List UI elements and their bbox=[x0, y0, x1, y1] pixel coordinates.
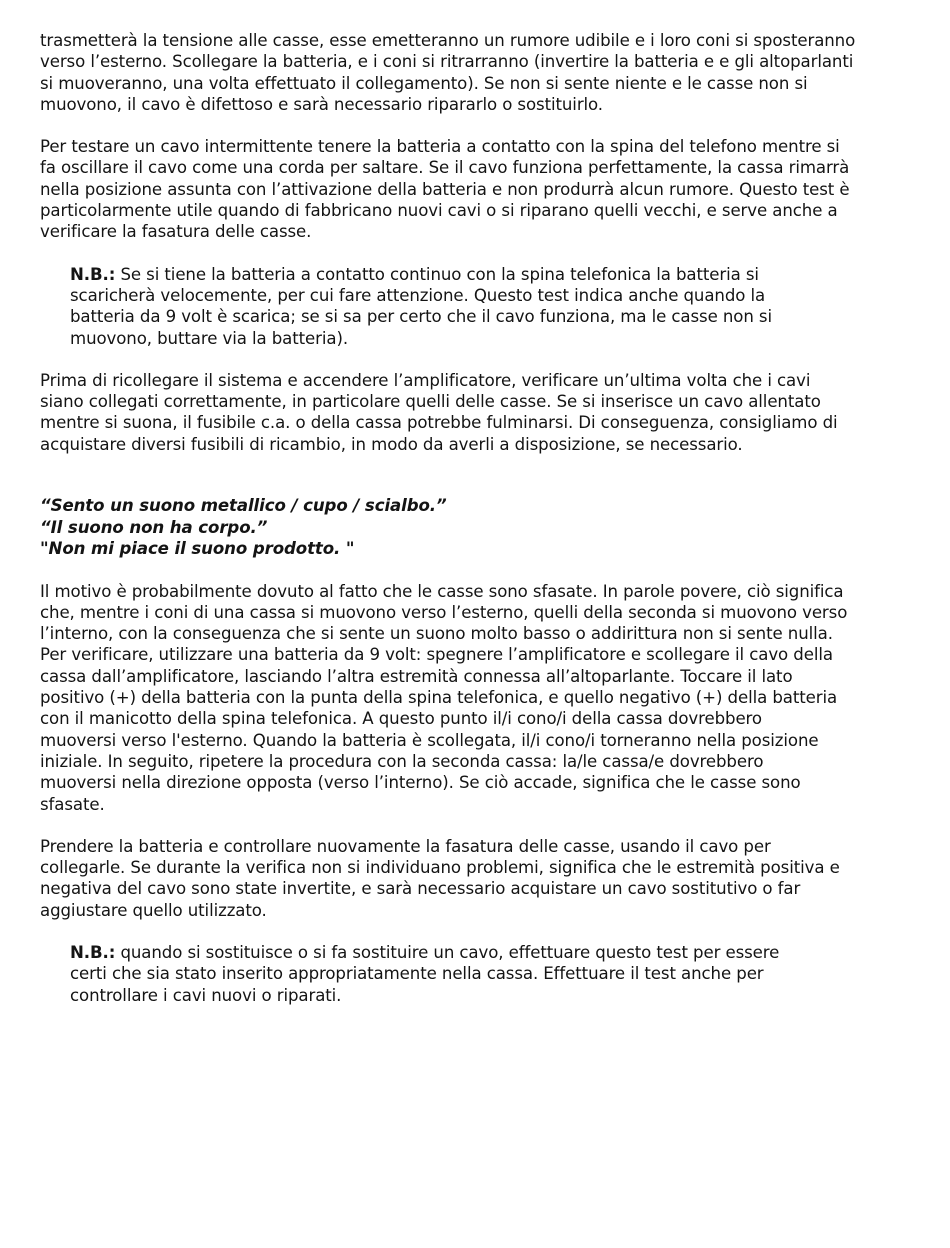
document-page bbox=[40, 30, 925, 1006]
paragraph-reconnect-system: Prima di ricollegare il sistema e accendere l’amplificatore, verificare un’ultima volta che i cavi siano collegati correttamente, in particolare quelli delle casse. Se si inserisce un cavo allentato mentre si suona, il fusibile c.a. o della cassa potrebbe fulminarsi. Di conseguenza, consigliamo di acquistare diversi fusibili di ricambio, in modo da averli a disposizione, se necessario. bbox=[40, 370, 838, 454]
paragraph-intermittent-cable-test: Per testare un cavo intermittente tenere la batteria a contatto con la spina del telefono mentre si fa oscillare il cavo come una corda per saltare. Se il cavo funziona perfettamente, la cassa rimarrà nella posizione assunta con l’attivazione della batteria e non produrrà alcun rumore. Questo test è particolarmente utile quando di fabbricano nuovi cavi o si riparano quelli vecchi, e serve anche a verificare la fasatura delle casse. bbox=[40, 137, 850, 242]
note-text: quando si sostituisce o si fa sostituire un cavo, effettuare questo test per essere certi che sia stato inserito appropriatamente nella cassa. Effettuare il test anche per controllare i cavi nuovi o riparati. bbox=[70, 943, 780, 1005]
paragraph-check-phase-again: Prendere la batteria e controllare nuovamente la fasatura delle casse, usando il cavo per collegarle. Se durante la verifica non si individuano problemi, significa che le estremità positiva e negativa del cavo sono state invertite, e sarà necessario acquistare un cavo sostitutivo o far aggiustare quello utilizzato. bbox=[40, 836, 840, 920]
quote-metallic-sound: “Sento un suono metallico / cupo / scialbo.” bbox=[40, 496, 447, 516]
note-battery-drain bbox=[70, 264, 890, 349]
note-replace-cable bbox=[70, 942, 890, 1006]
paragraph-out-of-phase: Il motivo è probabilmente dovuto al fatto che le casse sono sfasate. In parole povere, ciò significa che, mentre i coni di una cassa si muovono verso l’esterno, quelli della seconda si muovono verso l’interno, con la conseguenza che si sente un suono molto basso o addirittura non si sente nulla. Per verificare, utilizzare una batteria da 9 volt: spegnere l’amplificatore e scollegare il cavo della cassa dall’amplificatore, lasciando l’altra estremità connessa all’altoparlante. Toccare il lato positivo (+) della batteria con la punta della spina telefonica, e quello negativo (+) della batteria con il manicotto della spina telefonica. A questo punto il/i cono/i della cassa dovrebbero muoversi verso l'esterno. Quando la batteria è scollegata, il/i cono/i torneranno nella posizione iniziale. In seguito, ripetere la procedura con la seconda cassa: la/le cassa/e dovrebbero muoversi nella direzione opposta (verso l’interno). Se ciò accade, significa che le casse sono sfasate. bbox=[40, 581, 848, 814]
note-label: N.B.: bbox=[70, 943, 116, 962]
note-text: Se si tiene la batteria a contatto continuo con la spina telefonica la batteria si scaricherà velocemente, per cui fare attenzione. Questo test indica anche quando la batteria da 9 volt è scarica; se si sa per certo che il cavo funziona, ma le casse non si muovono, buttare via la batteria). bbox=[70, 264, 772, 348]
quote-no-body: “Il suono non ha corpo.” bbox=[40, 517, 268, 537]
problem-quotes bbox=[40, 495, 925, 560]
quote-dislike-sound: "Non mi piace il suono prodotto. " bbox=[40, 539, 355, 559]
note-label: N.B.: bbox=[70, 264, 116, 284]
paragraph-battery-test-result: trasmetterà la tensione alle casse, esse emetteranno un rumore udibile e i loro coni si sposteranno verso l’esterno. Scollegare la batteria, e i coni si ritrarranno (invertire la batteria e e gli altoparlanti si muoveranno, una volta effettuato il collegamento). Se non si sente niente e le casse non si muovono, il cavo è difettoso e sarà necessario ripararlo o sostituirlo. bbox=[40, 31, 856, 114]
